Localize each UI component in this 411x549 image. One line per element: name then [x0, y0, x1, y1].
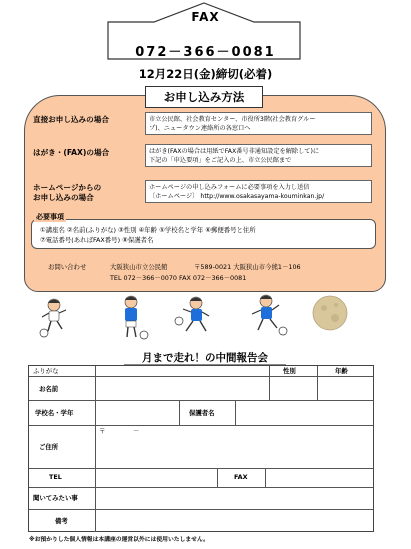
form-col-divider	[217, 468, 218, 487]
postal-dash: －	[133, 427, 140, 435]
report-form	[28, 365, 374, 532]
moon-icon	[313, 296, 347, 330]
postal-mark: 〒	[99, 427, 106, 435]
requirements-title: 必要事項	[36, 213, 64, 221]
gender-field[interactable]	[270, 377, 316, 399]
tel-label: TEL	[49, 473, 62, 481]
remarks-label: 備考	[55, 517, 68, 525]
web-apply-label: ホームページからの お申し込みの場合	[33, 183, 102, 202]
remarks-field[interactable]	[97, 510, 372, 531]
direct-apply-detail: 市立公民館、社会教育センター、市役所3階(社会教育グルー プ)、ニュータウン連絡所の各窓口へ	[145, 112, 372, 135]
fax-field[interactable]	[266, 469, 372, 486]
form-col-divider	[179, 400, 180, 425]
privacy-footnote: ※お預かりした個人情報は本講座の運営以外には使用いたしません。	[29, 537, 209, 543]
requirements-line-2: ⑦電話番号(あればFAX番号) ⑧保護者名	[40, 236, 154, 244]
form-col-divider	[95, 366, 96, 532]
contact-label: お問い合わせ	[48, 263, 87, 271]
fax-label: FAX	[191, 10, 220, 24]
postcard-apply-detail: はがき(FAXの場合は用紙でFAX番号非通知設定を解除して)に 下記の「申込要項」をご記入の上、市立公民館まで	[145, 144, 372, 167]
fax-label: FAX	[234, 473, 248, 481]
web-apply-detail: ホームページの申し込みフォームに必要事項を入力し送信 〔ホームページ〕 http://www.osakasayama-kouminkan.jp/	[145, 180, 372, 203]
requirements-line-1: ①講座名 ②名前(ふりがな) ③性別 ④年齢 ⑤学校名と学年 ⑥郵便番号と住所	[40, 226, 256, 234]
name-field[interactable]	[97, 377, 267, 399]
guardian-label: 保護者名	[189, 409, 215, 417]
kid-running-icon-4	[252, 295, 287, 335]
address-label: ご住所	[39, 443, 59, 451]
form-title: 月まで走れ！の中間報告会	[142, 352, 268, 364]
guardian-field[interactable]	[236, 401, 372, 424]
direct-apply-label: 直接お申し込みの場合	[33, 115, 109, 124]
question-label: 聞いてみたい事	[33, 494, 78, 502]
fax-number: 072－366－0081	[135, 45, 276, 60]
address-field[interactable]	[97, 426, 372, 467]
kid-running-icon-1	[40, 299, 66, 337]
application-title: お申し込み方法	[145, 86, 263, 108]
name-label: お名前	[39, 385, 59, 393]
deadline-text: 12月22日(金)締切(必着)	[138, 67, 273, 81]
question-field[interactable]	[97, 488, 372, 508]
school-field[interactable]	[97, 401, 178, 424]
kids-illustration	[36, 293, 396, 343]
furigana-label: ふりがな	[33, 367, 59, 375]
postcard-apply-label: はがき・(FAX)の場合	[33, 148, 110, 157]
contact-org: 大阪狭山市立公民館	[110, 263, 168, 271]
contact-address: 〒589-0021 大阪狭山市今熊1－106	[194, 263, 301, 271]
age-field[interactable]	[318, 377, 372, 399]
tel-field[interactable]	[97, 469, 216, 486]
gender-label: 性別	[283, 367, 296, 375]
kid-running-icon-3	[175, 297, 209, 331]
age-label: 年齢	[335, 367, 348, 375]
school-label: 学校名・学年	[35, 409, 74, 417]
contact-phones: TEL 072－366－0070 FAX 072－366－0081	[110, 274, 247, 282]
kid-running-icon-2	[125, 296, 148, 339]
requirements-box	[31, 219, 376, 249]
